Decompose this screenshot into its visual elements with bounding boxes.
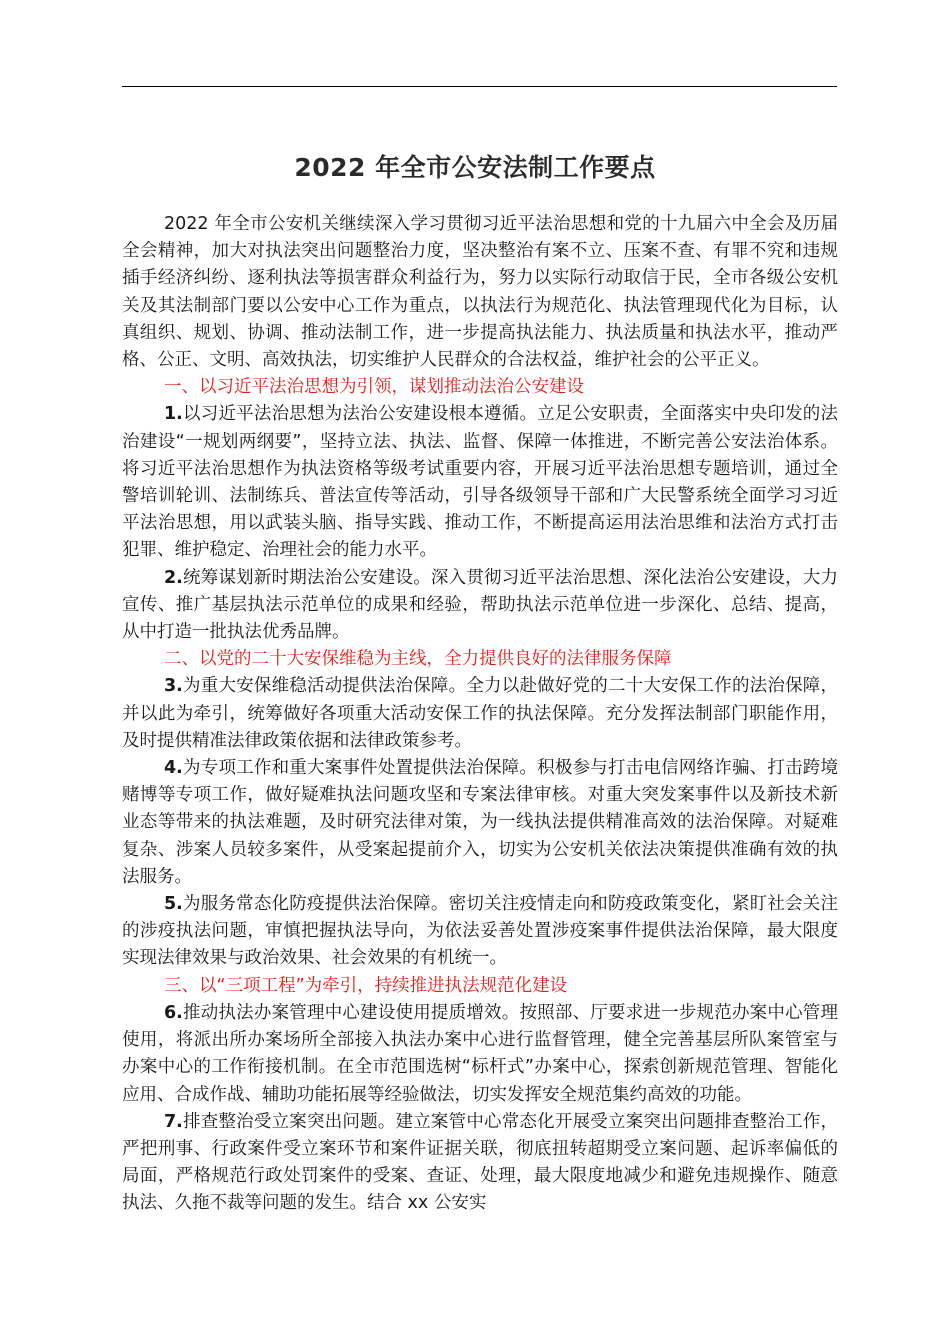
item-number: 5.: [164, 894, 183, 915]
item-number: 2.: [164, 567, 183, 588]
document-body: [122, 211, 838, 1218]
item-number: 6.: [164, 1002, 183, 1023]
item-paragraph: [122, 1000, 838, 1109]
section-heading-3: 三、以“三项工程”为牵引，持续推进执法规范化建设: [164, 975, 568, 996]
item-text: 以习近平法治思想为法治公安建设根本遵循。立足公安职责，全面落实中央印发的法治建设“一规划两纲要”，坚持立法、执法、监督、保障一体推进，不断完善公安法治体系。将习近平法治思想作为执法资格等级考试重要内容，开展习近平法治思想专题培训，通过全警培训轮训、法制练兵、普法宣传等活动，引导各级领导干部和广大民警系统全面学习习近平法治思想，用以武装头脑、指导实践、推动工作，不断提高运用法治思维和法治方式打击犯罪、维护稳定、治理社会的能力水平。: [122, 404, 838, 561]
item-paragraph: [122, 401, 838, 564]
item-text: 排查整治受立案突出问题。建立案管中心常态化开展受立案突出问题排查整治工作，严把刑事、行政案件受立案环节和案件证据关联，彻底扭转超期受立案问题、起诉率偏低的局面，严格规范行政处罚案件的受案、查证、处理，最大限度地减少和避免违规操作、随意执法、久拖不裁等问题的发生。结合 xx 公安实: [122, 1111, 838, 1214]
item-number: 1.: [164, 404, 183, 425]
item-text: 统筹谋划新时期法治公安建设。深入贯彻习近平法治思想、深化法治公安建设，大力宣传、推广基层执法示范单位的成果和经验，帮助执法示范单位进一步深化、总结、提高，从中打造一批执法优秀品牌。: [122, 567, 838, 643]
item-text: 为重大安保维稳活动提供法治保障。全力以赴做好党的二十大安保工作的法治保障，并以此为牵引，统筹做好各项重大活动安保工作的执法保障。充分发挥法制部门职能作用，及时提供精准法律政策依据和法律政策参考。: [122, 676, 838, 751]
document-title: 2022 年全市公安法制工作要点: [294, 153, 656, 182]
section-heading-1: 一、以习近平法治思想为引领，谋划推动法治公安建设: [164, 377, 584, 398]
item-paragraph: [122, 1109, 838, 1218]
item-paragraph: [122, 565, 838, 647]
item-paragraph: [122, 755, 838, 891]
intro-paragraph: 2022 年全市公安机关继续深入学习贯彻习近平法治思想和党的十九届六中全会及历届全会精神，加大对执法突出问题整治力度，坚决整治有案不立、压案不查、有罪不究和违规插手经济纠纷、逐利执法等损害群众利益行为，努力以实际行动取信于民，全市各级公安机关及其法制部门要以公安中心工作为重点，以执法行为规范化、执法管理现代化为目标，认真组织、规划、协调、推动法制工作，进一步提高执法能力、执法质量和执法水平，推动严格、公正、文明、高效执法，切实维护人民群众的合法权益，维护社会的公平正义。: [122, 214, 838, 371]
item-text: 推动执法办案管理中心建设使用提质增效。按照部、厅要求进一步规范办案中心管理使用，将派出所办案场所全部接入执法办案中心进行监督管理，健全完善基层所队案管室与办案中心的工作衔接机制。在全市范围选树“标杆式”办案中心，探索创新规范管理、智能化应用、合成作战、辅助功能拓展等经验做法，切实发挥安全规范集约高效的功能。: [122, 1002, 838, 1105]
item-text: 为服务常态化防疫提供法治保障。密切关注疫情走向和防疫政策变化，紧盯社会关注的涉疫执法问题，审慎把握执法导向，为依法妥善处置涉疫案事件提供法治保障，最大限度实现法律效果与政治效果、社会效果的有机统一。: [122, 894, 838, 969]
section-heading-2: 二、以党的二十大安保维稳为主线，全力提供良好的法律服务保障: [164, 649, 672, 670]
item-paragraph: [122, 891, 838, 973]
item-text: 为专项工作和重大案事件处置提供法治保障。积极参与打击电信网络诈骗、打击跨境赌博等专项工作，做好疑难执法问题攻坚和专案法律审核。对重大突发案事件以及新技术新业态等带来的执法难题，及时研究法律对策，为一线执法提供精准高效的法治保障。对疑难复杂、涉案人员较多案件，从受案起提前介入，切实为公安机关依法决策提供准确有效的执法服务。: [122, 758, 838, 887]
item-number: 3.: [164, 676, 183, 697]
header-rule: [122, 86, 837, 87]
item-number: 4.: [164, 758, 183, 779]
item-number: 7.: [164, 1111, 183, 1132]
item-paragraph: [122, 673, 838, 755]
